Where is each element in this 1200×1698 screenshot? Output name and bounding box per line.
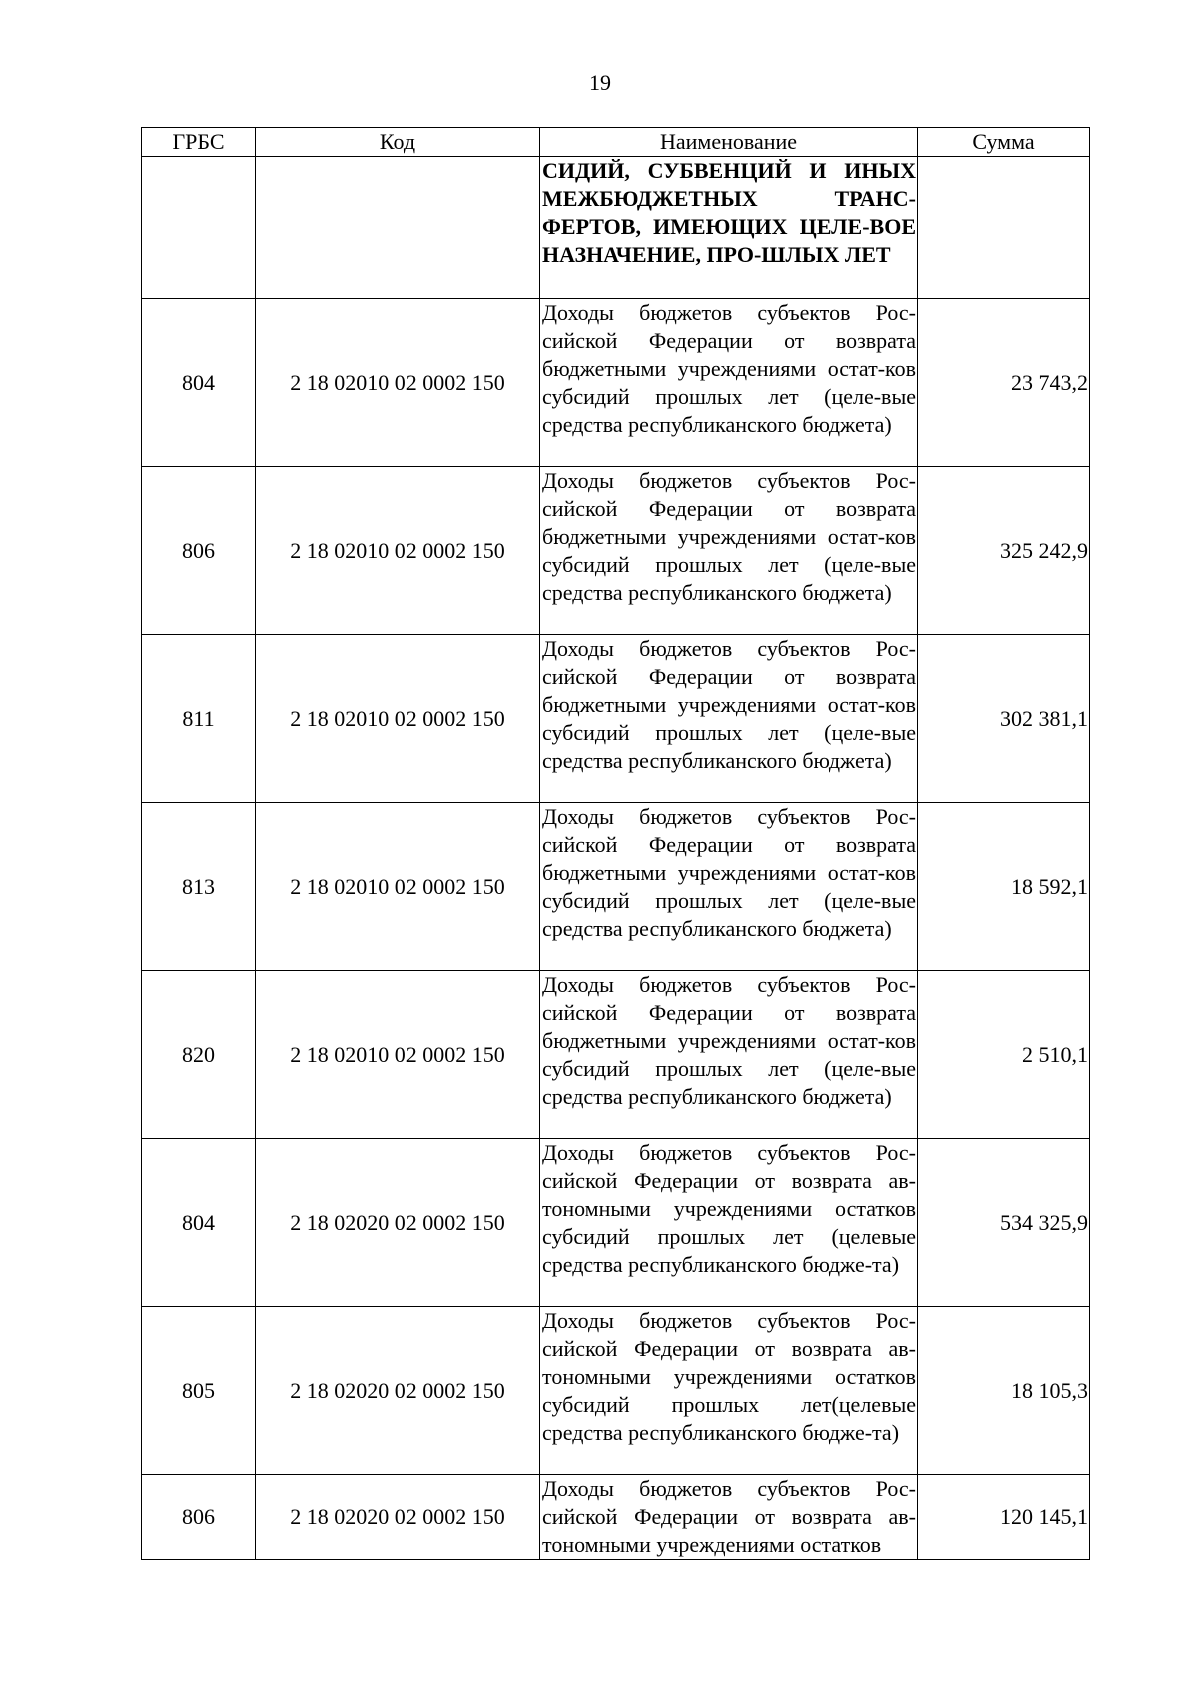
cell-grbs: 811 — [142, 635, 256, 803]
cell-code: 2 18 02020 02 0002 150 — [256, 1139, 540, 1307]
cell-grbs: 806 — [142, 467, 256, 635]
cell-name: Доходы бюджетов субъектов Рос-сийской Федерации от возврата ав-тономными учреждениями остатков субсидий прошлых лет(целевые средства республиканского бюдже-та) — [540, 1307, 918, 1475]
header-grbs: ГРБС — [142, 128, 256, 157]
cell-name: Доходы бюджетов субъектов Рос-сийской Федерации от возврата бюджетными учреждениями остат-ков субсидий прошлых лет (целе-вые средства республиканского бюджета) — [540, 803, 918, 971]
table-row — [142, 1475, 1090, 1560]
cell-sum: 18 592,1 — [918, 803, 1090, 971]
header-name: Наименование — [540, 128, 918, 157]
cell-name: Доходы бюджетов субъектов Рос-сийской Федерации от возврата ав-тономными учреждениями остатков субсидий прошлых лет (целевые средства республиканского бюдже-та) — [540, 1139, 918, 1307]
cell-code: 2 18 02010 02 0002 150 — [256, 971, 540, 1139]
table-row — [142, 1307, 1090, 1475]
table-row-continuation — [142, 157, 1090, 299]
cell-name: СИДИЙ, СУБВЕНЦИЙ И ИНЫХ МЕЖБЮДЖЕТНЫХ ТРАНС-ФЕРТОВ, ИМЕЮЩИХ ЦЕЛЕ-ВОЕ НАЗНАЧЕНИЕ, ПРО-ШЛЫХ ЛЕТ — [540, 157, 918, 299]
cell-code: 2 18 02010 02 0002 150 — [256, 635, 540, 803]
cell-code — [256, 157, 540, 299]
cell-sum: 18 105,3 — [918, 1307, 1090, 1475]
table-row — [142, 1139, 1090, 1307]
cell-grbs: 813 — [142, 803, 256, 971]
cell-grbs: 820 — [142, 971, 256, 1139]
cell-name: Доходы бюджетов субъектов Рос-сийской Федерации от возврата бюджетными учреждениями остат-ков субсидий прошлых лет (целе-вые средства республиканского бюджета) — [540, 467, 918, 635]
cell-code: 2 18 02010 02 0002 150 — [256, 803, 540, 971]
table-row — [142, 635, 1090, 803]
table-row — [142, 467, 1090, 635]
cell-sum: 302 381,1 — [918, 635, 1090, 803]
cell-name: Доходы бюджетов субъектов Рос-сийской Федерации от возврата бюджетными учреждениями остат-ков субсидий прошлых лет (целе-вые средства республиканского бюджета) — [540, 635, 918, 803]
cell-code: 2 18 02010 02 0002 150 — [256, 299, 540, 467]
cell-grbs: 804 — [142, 1139, 256, 1307]
table-row — [142, 299, 1090, 467]
header-sum: Сумма — [918, 128, 1090, 157]
cell-sum: 325 242,9 — [918, 467, 1090, 635]
table-row — [142, 971, 1090, 1139]
cell-name: Доходы бюджетов субъектов Рос-сийской Федерации от возврата ав-тономными учреждениями остатков — [540, 1475, 918, 1560]
cell-grbs: 805 — [142, 1307, 256, 1475]
cell-code: 2 18 02020 02 0002 150 — [256, 1475, 540, 1560]
cell-grbs: 806 — [142, 1475, 256, 1560]
table-header-row — [142, 128, 1090, 157]
budget-table — [141, 127, 1090, 1560]
cell-sum: 23 743,2 — [918, 299, 1090, 467]
cell-grbs — [142, 157, 256, 299]
cell-sum: 120 145,1 — [918, 1475, 1090, 1560]
cell-name: Доходы бюджетов субъектов Рос-сийской Федерации от возврата бюджетными учреждениями остат-ков субсидий прошлых лет (целе-вые средства республиканского бюджета) — [540, 299, 918, 467]
header-code: Код — [256, 128, 540, 157]
cell-grbs: 804 — [142, 299, 256, 467]
cell-name: Доходы бюджетов субъектов Рос-сийской Федерации от возврата бюджетными учреждениями остат-ков субсидий прошлых лет (целе-вые средства республиканского бюджета) — [540, 971, 918, 1139]
cell-sum: 2 510,1 — [918, 971, 1090, 1139]
cell-sum: 534 325,9 — [918, 1139, 1090, 1307]
cell-code: 2 18 02010 02 0002 150 — [256, 467, 540, 635]
page-number: 19 — [589, 70, 611, 95]
cell-sum — [918, 157, 1090, 299]
cell-code: 2 18 02020 02 0002 150 — [256, 1307, 540, 1475]
table-row — [142, 803, 1090, 971]
